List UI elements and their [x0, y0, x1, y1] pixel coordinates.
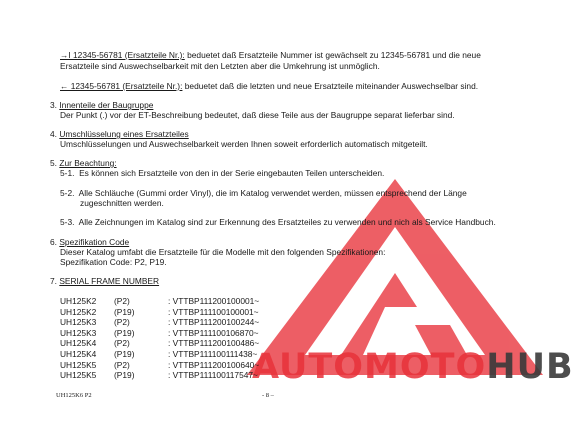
- serial-number: : VTTBP111200100640~: [168, 359, 260, 370]
- section-6-number: 6.: [50, 237, 57, 247]
- footer-model-code: UH125K6 P2: [56, 392, 92, 399]
- table-row: [60, 296, 259, 307]
- note-5-1: [60, 168, 384, 179]
- table-row: [60, 307, 259, 318]
- section-3-title: Innenteile der Baugruppe: [59, 100, 154, 110]
- serial-frame-table: [60, 296, 259, 381]
- section-6-line-1: Dieser Katalog umfabt die Ersatzteile für die Modelle mit den folgenden Spezifikationen:: [60, 247, 386, 257]
- section-7-number: 7.: [50, 276, 57, 286]
- section-3-number: 3.: [50, 100, 57, 110]
- replacement-note-1-text: beduetet daß Ersatzteile Nummer ist gewächselt zu 12345-56781 und die neue: [184, 50, 481, 60]
- serial-number: : VTTBP111100100001~: [168, 306, 259, 317]
- note-5-3: [60, 217, 496, 228]
- serial-code: (P2): [114, 338, 130, 349]
- serial-number: : VTTBP111100111438~: [168, 348, 258, 359]
- serial-code: (P2): [114, 317, 130, 328]
- section-5-heading: [50, 158, 117, 169]
- note-5-2-text: Alle Schläuche (Gummi order Vinyl), die im Katalog verwendet werden, müssen entsprechend der Länge: [78, 188, 467, 198]
- section-7-heading: [50, 276, 159, 287]
- table-row: [60, 328, 259, 339]
- serial-code: (P19): [114, 370, 135, 381]
- serial-code: (P2): [114, 296, 130, 306]
- table-row: [60, 317, 259, 328]
- section-3-heading: [50, 100, 153, 111]
- section-7-title: SERIAL FRAME NUMBER: [59, 276, 160, 286]
- table-row: [60, 370, 259, 381]
- replacement-note-1: [60, 50, 481, 61]
- serial-code: (P19): [114, 306, 135, 317]
- serial-code: (P19): [114, 348, 135, 359]
- section-3-text: Der Punkt (.) vor der ET-Beschreibung bedeutet, daß diese Teile aus der Baugruppe separat lieferbar sind.: [60, 110, 455, 120]
- serial-model: UH125K3: [60, 317, 97, 328]
- section-6-heading: [50, 237, 129, 248]
- watermark-text-automoto: AUTOMOTO: [252, 347, 487, 387]
- section-5-number: 5.: [50, 158, 57, 168]
- section-4-title: Umschlüsselung eines Ersatzteiles: [59, 129, 189, 139]
- watermark-logo: [245, 175, 545, 425]
- table-row: [60, 338, 259, 349]
- serial-model: UH125K4: [60, 348, 97, 359]
- section-4-number: 4.: [50, 129, 57, 139]
- page-number: - 8 –: [262, 392, 274, 399]
- serial-number: : VTTBP111200100244~: [168, 317, 260, 328]
- replacement-note-2: [60, 81, 478, 92]
- note-5-1-text: Es können sich Ersatzteile von den in der Serie eingebauten Teilen unterscheiden.: [79, 168, 385, 178]
- replacement-note-2-text: beduetet daß die letzten und neue Ersatzteile miteinander Auswechselbar sind.: [182, 81, 479, 91]
- table-row: [60, 349, 259, 360]
- watermark-text: [252, 347, 574, 387]
- section-5-title: Zur Beachtung:: [59, 158, 117, 168]
- table-row: [60, 360, 259, 371]
- serial-model: UH125K2: [60, 306, 97, 317]
- watermark-text-hub: HUB: [486, 347, 574, 387]
- serial-model: UH125K4: [60, 338, 97, 349]
- serial-number: : VTTBP111100117547~: [168, 370, 258, 381]
- note-5-3-number: 5-3.: [60, 217, 75, 227]
- serial-model: UH125K5: [60, 370, 97, 381]
- serial-number: : VTTBP111100106870~: [168, 327, 259, 338]
- part-number-arrow-right: →I 12345-56781 (Ersatzteile Nr.):: [60, 50, 185, 60]
- section-4-heading: [50, 129, 189, 140]
- note-5-2-cont: zugeschnitten werden.: [80, 198, 164, 208]
- section-4-text: Umschlüsselungen und Auswechselbarkeit werden Ihnen soweit erforderlich automatisch mitgeteilt.: [60, 139, 428, 149]
- serial-model: UH125K2: [60, 296, 97, 306]
- replacement-note-1-cont: Ersatzteile sind Auswechselbarkeit mit den Letzten aber die Umkehrung ist unmöglich.: [60, 61, 380, 71]
- note-5-2-number: 5-2.: [60, 188, 75, 198]
- note-5-2: [60, 188, 510, 199]
- part-number-arrow-left: ← 12345-56781 (Ersatzteile Nr.):: [60, 81, 183, 91]
- serial-code: (P2): [114, 359, 130, 370]
- note-5-1-number: 5-1.: [60, 168, 75, 178]
- section-6-line-2: Spezifikation Code: P2, P19.: [60, 257, 167, 267]
- serial-model: UH125K3: [60, 327, 97, 338]
- serial-number: : VTTBP111200100001~: [168, 296, 260, 306]
- serial-number: : VTTBP111200100486~: [168, 338, 260, 349]
- serial-code: (P19): [114, 327, 135, 338]
- note-5-3-text: Alle Zeichnungen im Katalog sind zur Erkennung des Ersatzteiles zu verwenden und nich als Service Handbuch.: [78, 217, 496, 227]
- section-6-title: Spezifikation Code: [59, 237, 130, 247]
- serial-model: UH125K5: [60, 359, 97, 370]
